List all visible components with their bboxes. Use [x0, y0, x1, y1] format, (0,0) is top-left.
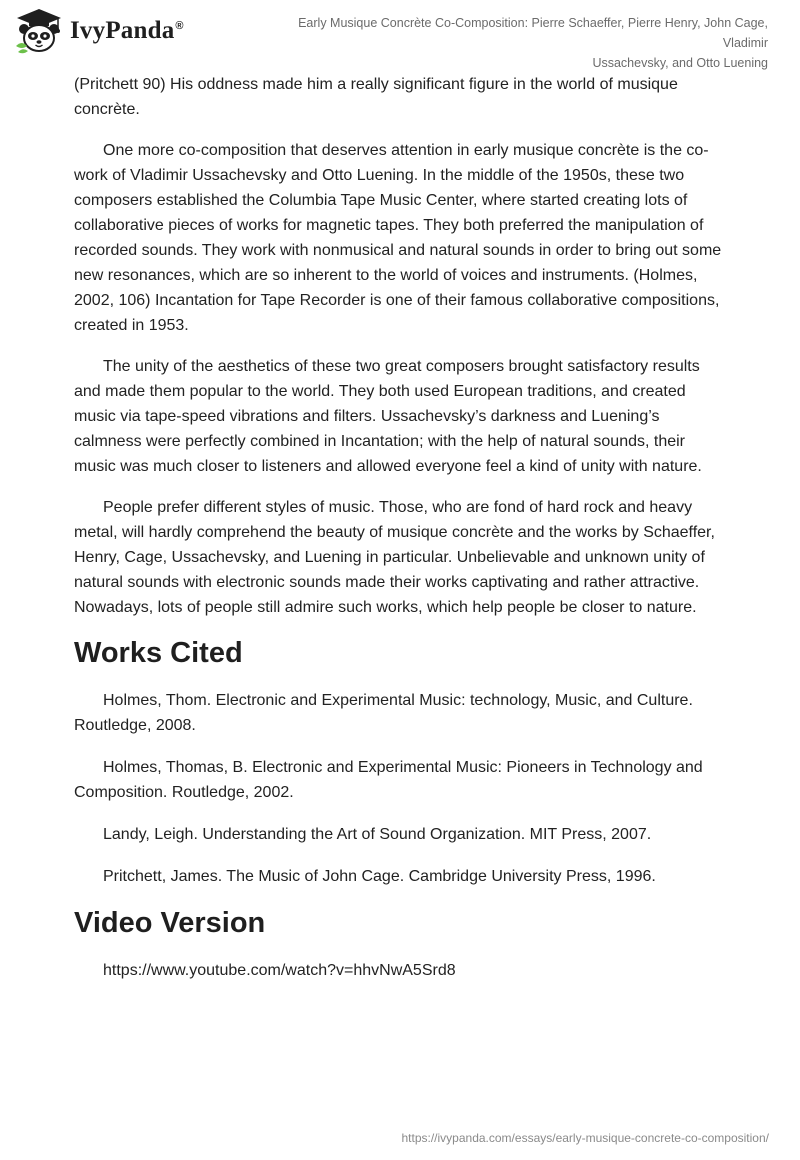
registered-mark: ® — [175, 19, 184, 32]
citation-entry: Holmes, Thomas, B. Electronic and Experimental Music: Pioneers in Technology and Composition. Routledge, 2002. — [74, 759, 703, 801]
citation-entry: Landy, Leigh. Understanding the Art of Sound Organization. MIT Press, 2007. — [103, 826, 652, 843]
logo-wordmark: IvyPanda® — [70, 17, 184, 44]
citation-entry: Pritchett, James. The Music of John Cage. Cambridge University Press, 1996. — [103, 868, 656, 885]
body-paragraph: One more co-composition that deserves attention in early musique concrète is the co-work of Vladimir Ussachevsky and Otto Luening. In the middle of the 1950s, these two composers established the Columbia Tape Music Center, where started creating lots of collaborative pieces of works for magnetic tapes. They both preferred the manipulation of recorded sounds. They work with nonmusical and natural sounds in order to bring out some new resonances, which are so inherent to the world of voices and instruments. (Holmes, 2002, 106) Incantation for Tape Recorder is one of their famous collaborative compositions, created in 1953. — [74, 142, 722, 334]
body-paragraph: People prefer different styles of music. Those, who are fond of hard rock and heavy metal, will hardly comprehend the beauty of musique concrète and the works by Schaeffer, Henry, Cage, Ussachevsky, and Luening in particular. Unbelievable and unknown unity of natural sounds with electronic sounds made their works captivating and rather attractive. Nowadays, lots of people still admire such works, which help people be closer to nature. — [74, 499, 715, 616]
document-title-line-1: Early Musique Concrète Co-Composition: Pierre Schaeffer, Pierre Henry, John Cage, Vladimir — [298, 16, 768, 50]
essay-content — [74, 72, 724, 999]
body-paragraph: (Pritchett 90) His oddness made him a really significant figure in the world of musique concrète. — [74, 76, 678, 118]
video-link[interactable]: https://www.youtube.com/watch?v=hhvNwA5Srd8 — [103, 962, 456, 979]
footer-source-url[interactable]: https://ivypanda.com/essays/early-musique-concrete-co-composition/ — [401, 1131, 769, 1145]
citation-entry: Holmes, Thom. Electronic and Experimental Music: technology, Music, and Culture. Routledge, 2008. — [74, 692, 693, 734]
page-header — [0, 0, 800, 70]
video-version-heading: Video Version — [74, 907, 266, 939]
document-title-line-2: Ussachevsky, and Otto Luening — [592, 56, 768, 70]
works-cited-heading: Works Cited — [74, 637, 243, 669]
ivypanda-logo[interactable] — [14, 8, 184, 54]
body-paragraph: The unity of the aesthetics of these two great composers brought satisfactory results and made them popular to the world. They both used European traditions, and created music via tape-speed vibrations and filters. Ussachevsky’s darkness and Luening’s calmness were perfectly combined in Incantation; with the help of natural sounds, their music was much closer to listeners and allowed everyone feel a kind of unity with nature. — [74, 358, 702, 475]
panda-graduate-icon — [14, 8, 64, 54]
document-title — [268, 13, 768, 73]
